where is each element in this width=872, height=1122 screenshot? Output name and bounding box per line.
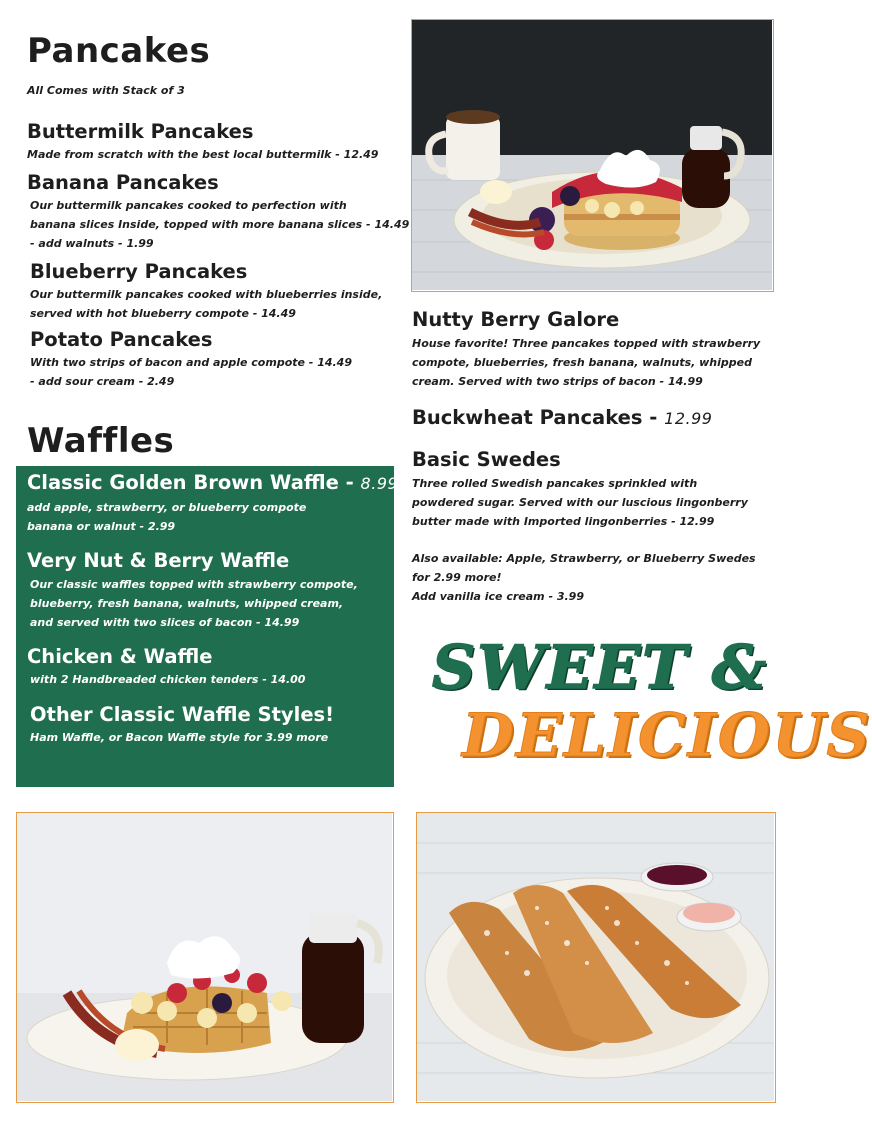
swedish-pancakes-image — [417, 813, 774, 1101]
item-name: Buttermilk Pancakes — [27, 120, 254, 143]
item-name-text: Classic Golden Brown Waffle - — [27, 471, 361, 494]
item-desc-line: banana slices Inside, topped with more banana slices - 14.49 — [30, 218, 410, 232]
item-name: Very Nut & Berry Waffle — [27, 549, 290, 572]
item-desc-line: and served with two slices of bacon - 14.99 — [30, 616, 300, 630]
item-desc-line: Our buttermilk pancakes cooked to perfection with — [30, 199, 347, 213]
menu-item-buttermilk — [27, 121, 378, 164]
waffle-image — [17, 813, 392, 1101]
menu-item-buckwheat — [412, 407, 712, 428]
also-available-note — [412, 549, 756, 606]
slogan-sweet: SWEET & — [432, 633, 768, 703]
item-desc-line: banana or walnut - 2.99 — [27, 520, 176, 534]
item-desc-line: With two strips of bacon and apple compote - 14.49 — [30, 356, 352, 370]
item-desc-line: - add walnuts - 1.99 — [30, 237, 154, 251]
menu-item-nut-berry-waffle — [27, 550, 358, 632]
pancakes-heading: Pancakes — [27, 31, 211, 71]
item-desc: Made from scratch with the best local buttermilk - 12.49 — [27, 148, 379, 162]
item-price: 12.99 — [664, 409, 713, 428]
item-desc-line: compote, blueberries, fresh banana, walnuts, whipped — [412, 356, 752, 370]
note-line: for 2.99 more! — [412, 571, 502, 584]
item-name: Potato Pancakes — [30, 328, 213, 351]
item-name: Banana Pancakes — [27, 171, 219, 194]
waffle-photo — [16, 812, 394, 1103]
item-desc-line: with 2 Handbreaded chicken tenders - 14.00 — [30, 673, 306, 687]
pancakes-subheading: All Comes with Stack of 3 — [27, 84, 185, 97]
pancake-stack-image — [412, 20, 772, 290]
item-desc-line: - add sour cream - 2.49 — [30, 375, 175, 389]
item-name — [27, 472, 398, 493]
item-price: 8.99 — [360, 474, 399, 493]
slogan-delicious: DELICIOUS — [462, 701, 872, 771]
item-desc-line: butter made with Imported lingonberries - 12.99 — [412, 515, 715, 529]
note-line: Add vanilla ice cream - 3.99 — [412, 590, 584, 603]
item-name: Nutty Berry Galore — [412, 308, 620, 331]
pancake-stack-photo — [411, 19, 774, 292]
item-desc-line: Ham Waffle, or Bacon Waffle style for 3.99 more — [30, 731, 329, 745]
item-name: Blueberry Pancakes — [30, 260, 248, 283]
menu-item-blueberry — [30, 261, 382, 323]
menu-item-other-waffles — [30, 704, 334, 747]
pancakes-section — [27, 31, 407, 100]
note-line: Also available: Apple, Strawberry, or Blueberry Swedes — [412, 552, 756, 565]
swedish-pancakes-photo — [416, 812, 776, 1103]
waffles-box — [16, 466, 399, 787]
item-desc-line: blueberry, fresh banana, walnuts, whipped cream, — [30, 597, 344, 611]
item-desc-line: Our buttermilk pancakes cooked with blueberries inside, — [30, 288, 383, 302]
item-desc-line: powdered sugar. Served with our luscious lingonberry — [412, 496, 748, 510]
menu-item-chicken-waffle — [27, 646, 305, 689]
item-desc-line: add apple, strawberry, or blueberry compote — [27, 501, 307, 515]
item-desc-line: House favorite! Three pancakes topped with strawberry — [412, 337, 761, 351]
item-name: Chicken & Waffle — [27, 645, 213, 668]
menu-item-banana — [27, 172, 409, 253]
item-desc-line: Three rolled Swedish pancakes sprinkled with — [412, 477, 698, 491]
menu-item-nutty-berry — [412, 309, 760, 391]
item-desc-line: Our classic waffles topped with strawberry compote, — [30, 578, 358, 592]
item-name-text: Buckwheat Pancakes - — [412, 406, 665, 429]
item-desc-line: cream. Served with two strips of bacon - 14.99 — [412, 375, 703, 389]
menu-item-basic-swedes — [412, 449, 748, 531]
menu-item-potato — [30, 329, 352, 391]
waffles-heading: Waffles — [27, 421, 175, 461]
item-name: Other Classic Waffle Styles! — [30, 703, 335, 726]
item-desc-line: served with hot blueberry compote - 14.49 — [30, 307, 296, 321]
menu-item-classic-waffle — [27, 472, 398, 536]
item-name: Basic Swedes — [412, 448, 561, 471]
